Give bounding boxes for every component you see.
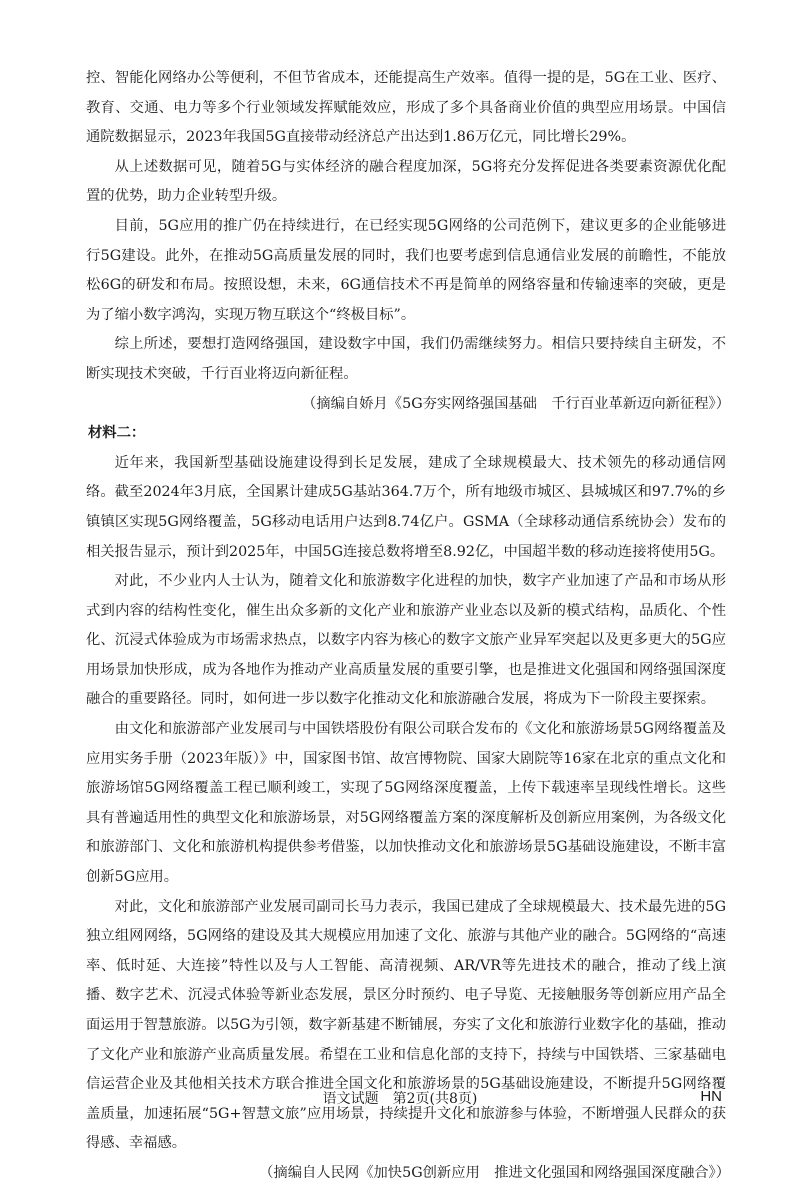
page-footer bbox=[0, 1088, 800, 1112]
paragraph: 近年来，我国新型基础设施建设得到长足发展，建成了全球规模最大、技术领先的移动通信网络。截至2024年3月底，全国累计建成5G基站364.7万个，所有地级市城区、县城城区和97.7%的乡镇镇区实现5G网络覆盖，5G移动电话用户达到8.74亿户。GSMA（全球移动通信系统协会）发布的相关报告显示，预计到2025年，中国5G连接总数将增至8.92亿，中国超半数的移动连接将使用5G。 bbox=[86, 454, 726, 560]
source-citation-2: （摘编自人民网《加快5G创新应用 推进文化强国和网络强国深度融合》） bbox=[259, 1164, 730, 1181]
paragraph: 对此，文化和旅游部产业发展司副司长马力表示，我国已建成了全球规模最大、技术最先进的5G独立组网网络，5G网络的建设及其大规模应用加速了文化、旅游与其他产业的融合。5G网络的“高速率、低时延、大连接”特性以及与人工智能、高清视频、AR/VR等先进技术的融合，推动了线上演播、数字艺术、沉浸式体验等新业态发展，景区分时预约、电子导览、无接触服务等创新应用产品全面运用于智慧旅游。以5G为引领，数字新基建不断铺展，夯实了文化和旅游行业数字化的基础，推动了文化产业和旅游产业高质量发展。希望在工业和信息化部的支持下，持续与中国铁塔、三家基础电信运营企业及其他相关技术方联合推进全国文化和旅游场景的5G基础设施建设，不断提升5G网络覆盖质量，加速拓展“5G+智慧文旅”应用场景，持续提升文化和旅游参与体验，不断增强人民群众的获得感、幸福感。 bbox=[86, 898, 726, 1152]
paragraph: 控、智能化网络办公等便利，不但节省成本，还能提高生产效率。值得一提的是，5G在工业、医疗、教育、交通、电力等多个行业领域发挥赋能效应，形成了多个具备商业价值的典型应用场景。中国信通院数据显示，2023年我国5G直接带动经济总产出达到1.86万亿元，同比增长29%。 bbox=[86, 70, 726, 146]
paragraph: 从上述数据可见，随着5G与实体经济的融合程度加深，5G将充分发挥促进各类要素资源优化配置的优势，助力企业转型升级。 bbox=[86, 158, 726, 205]
page-number: 语文试题 第2页(共8页) bbox=[322, 1091, 478, 1107]
material-2-heading: 材料二： bbox=[88, 425, 146, 442]
region-code: HN bbox=[700, 1088, 722, 1105]
paragraph: 综上所述，要想打造网络强国，建设数字中国，我们仍需继续努力。相信只要持续自主研发，不断实现技术突破，千行百业将迈向新征程。 bbox=[86, 336, 726, 382]
paragraph: 目前，5G应用的推广仍在持续进行，在已经实现5G网络的公司范例下，建议更多的企业能够进行5G建设。此外，在推动5G高质量发展的同时，我们也要考虑到信息通信业发展的前瞻性，不能放松6G的研发和布局。按照设想，未来，6G通信技术不再是简单的网络容量和传输速率的突破，更是为了缩小数字鸿沟，实现万物互联这个“终极目标”。 bbox=[86, 217, 726, 323]
paragraph: 由文化和旅游部产业发展司与中国铁塔股份有限公司联合发布的《文化和旅游场景5G网络覆盖及应用实务手册（2023年版）》中，国家图书馆、故宫博物院、国家大剧院等16家在北京的重点文化和旅游场馆5G网络覆盖工程已顺利竣工，实现了5G网络深度覆盖，上传下载速率呈现线性增长。这些具有普遍适用性的典型文化和旅游场景，对5G网络覆盖方案的深度解析及创新应用案例，为各级文化和旅游部门、文化和旅游机构提供参考借鉴，以加快推动文化和旅游场景5G基础设施建设，不断丰富创新5G应用。 bbox=[86, 721, 726, 886]
source-citation-1: （摘编自娇月《5G夯实网络强国基础 千行百业革新迈向新征程》） bbox=[302, 395, 730, 412]
paragraph: 对此，不少业内人士认为，随着文化和旅游数字化进程的加快，数字产业加速了产品和市场从形式到内容的结构性变化，催生出众多新的文化产业和旅游产业业态以及新的模式结构，品质化、个性化、沉浸式体验成为市场需求热点，以数字内容为核心的数字文旅产业异军突起以及更多更大的5G应用场景加快形成，成为各地作为推动产业高质量发展的重要引擎，也是推进文化强国和网络强国深度融合的重要路径。同时，如何进一步以数字化推动文化和旅游融合发展，将成为下一阶段主要探索。 bbox=[86, 573, 726, 708]
